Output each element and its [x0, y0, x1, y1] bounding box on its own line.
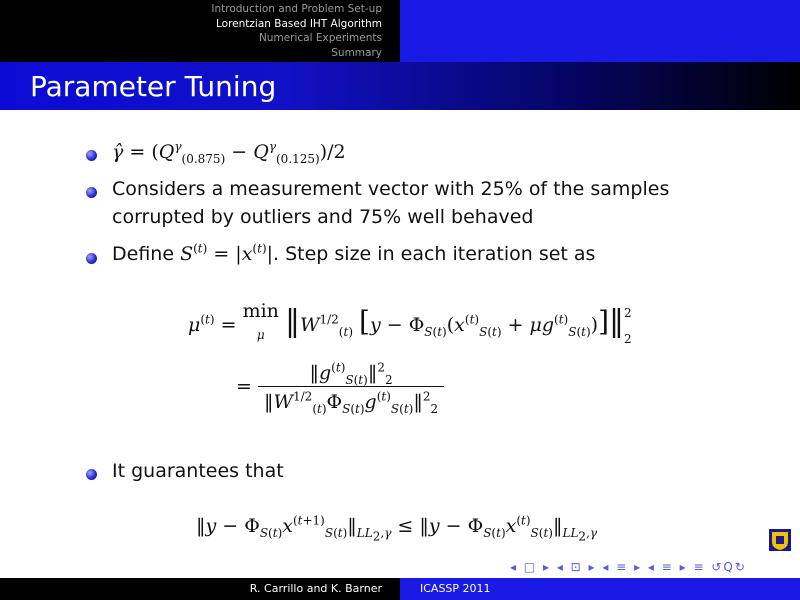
header-nav-panel — [0, 0, 400, 62]
guarantee-equation: ‖y − $\Phi_{S(t)}x^{(t+1)}_{S(t)}‖_{LL_2,\gamma}$ ≤ ‖y − $\Phi_{S(t)}x^{(t)}_{S(t)}‖_{LL_2,\gamma}$ — [196, 513, 598, 544]
footer-bar — [0, 578, 800, 600]
bullet-gamma-estimate: γ̂ = $(Q^\gamma_{(0.875)} - Q^\gamma_{(0.125)})/2$ — [112, 139, 346, 166]
beamer-navigation-icons[interactable]: ◂ □ ▸ ◂ ⊡ ▸ ◂ ≡ ▸ ◂ ≡ ▸ ≡ ↺Q↻ — [510, 560, 747, 574]
frame-title: Parameter Tuning — [30, 70, 277, 103]
bullet-icon — [86, 469, 97, 480]
university-logo-icon — [768, 528, 792, 552]
nav-item-summary[interactable]: Summary — [331, 46, 382, 59]
step-size-fraction: = $\frac{‖g^{(t)}_{S(t)}‖^2_2}{‖W^{1/2}_{(t)}\Phi_{S(t)}g^{(t)}_{S(t)}‖^2_2}$ — [236, 362, 444, 413]
section-navigation — [211, 2, 382, 60]
frame-title-bar — [0, 62, 800, 110]
bullet-icon — [86, 187, 97, 198]
footer-authors: R. Carrillo and K. Barner — [0, 578, 400, 600]
bullet-icon — [86, 253, 97, 264]
footer-conference: ICASSP 2011 — [400, 578, 800, 600]
step-size-equation: $\mu^{(t)} = \min$ μ $‖W^{1/2}_{(t)}$ [$y - \Phi_{S(t)}(x^{(t)}_{S(t)}$ + $\mu g^{(t)}_{S(t)})]‖2$ 2 — [188, 300, 632, 346]
header-blue-panel — [400, 0, 800, 62]
bullet-measurement-line1: Considers a measurement vector with 25% of the samples — [112, 178, 670, 200]
nav-item-intro[interactable]: Introduction and Problem Set-up — [211, 3, 382, 15]
header-bar — [0, 0, 800, 62]
nav-item-lorentzian[interactable]: Lorentzian Based IHT Algorithm — [215, 17, 382, 30]
bullet-icon — [86, 150, 97, 161]
bullet-measurement-line2: corrupted by outliers and 75% well behaved — [112, 206, 534, 228]
bullet-guarantee: It guarantees that — [112, 460, 284, 482]
bullet-define-step: Define $S^{(t)} = |x^{(t)}|$. Step size in each iteration set as — [112, 241, 596, 265]
nav-item-experiments[interactable]: Numerical Experiments — [258, 32, 382, 44]
